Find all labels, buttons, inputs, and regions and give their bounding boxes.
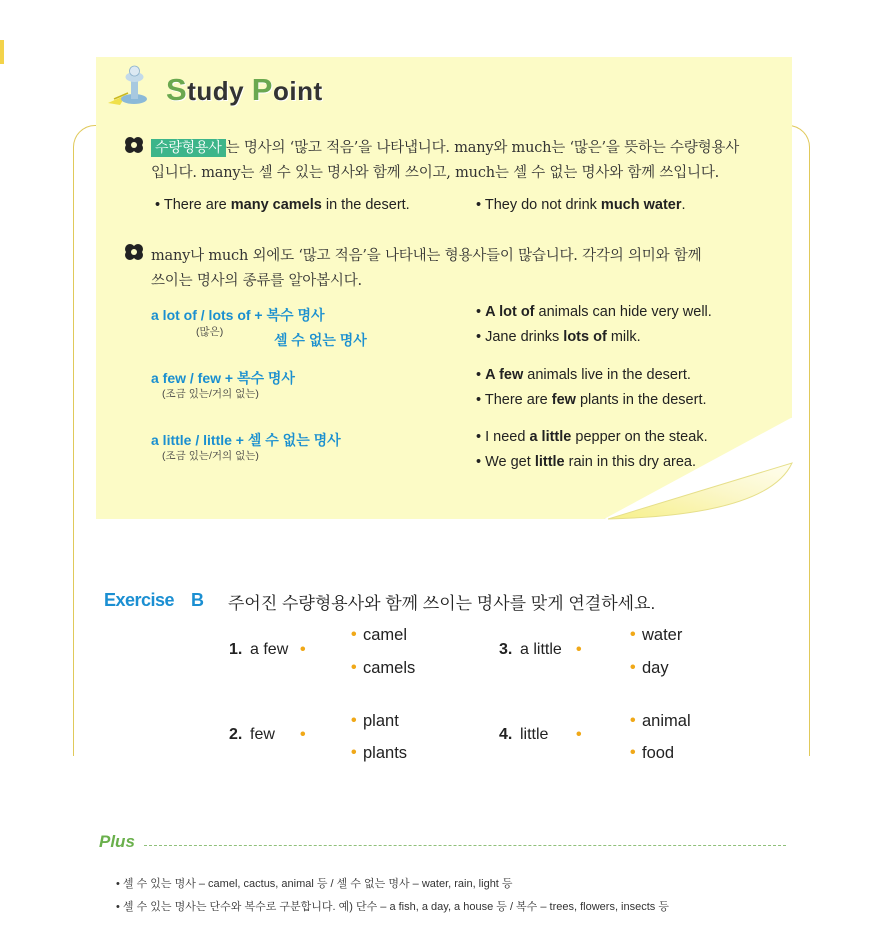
item-4-option-1-dot[interactable]: •	[630, 712, 636, 729]
example-lots-of: • Jane drinks lots of milk.	[476, 329, 641, 345]
item-2-number: 2.	[229, 726, 243, 743]
clover-bullet-icon	[123, 135, 145, 155]
study-point-title: Study Point	[166, 72, 323, 107]
item-3-number: 3.	[499, 641, 513, 658]
section2-line1: many나 much 외에도 ‘많고 적음’을 나타내는 형용사들이 많습니다. 각각의 의미와 함께	[151, 248, 702, 264]
item-3-option-2-dot[interactable]: •	[630, 659, 636, 676]
section1-line2: 입니다. many는 셀 수 있는 명사와 함께 쓰이고, much는 셀 수 없는 명사와 함께 쓰입니다.	[151, 165, 720, 181]
exercise-instruction: 주어진 수량형용사와 함께 쓰이는 명사를 맞게 연결하세요.	[228, 594, 656, 613]
meaning-a-lot-of: (많은)	[196, 326, 224, 338]
pushpin-icon	[106, 65, 154, 109]
item-1-word: a few	[250, 641, 289, 658]
item-3-word: a little	[520, 641, 562, 658]
item-1-option-1-dot[interactable]: •	[351, 626, 357, 643]
meaning-a-little: (조금 있는/거의 없는)	[162, 450, 259, 462]
example-few: • There are few plants in the desert.	[476, 392, 707, 408]
pattern-a-lot-of: a lot of / lots of + 복수 명사	[151, 307, 325, 323]
plus-note-2: • 셀 수 있는 명사는 단수와 복수로 구분합니다. 예) 단수 – a fish, a day, a house 등 / 복수 – trees, flowers, insects 등	[116, 901, 669, 913]
item-2-option-2-dot[interactable]: •	[351, 744, 357, 761]
example-a-little: • I need a little pepper on the steak.	[476, 429, 708, 445]
section1-line1: 수량형용사 는 명사의 ‘많고 적음’을 나타냅니다. many와 much는 ‘많은’을 뜻하는 수량형용사	[151, 136, 739, 157]
item-4-connector-dot[interactable]: •	[576, 726, 582, 743]
item-2-connector-dot[interactable]: •	[300, 726, 306, 743]
plus-label: Plus	[99, 832, 135, 851]
item-1-option-2: camels	[363, 659, 416, 677]
item-3-option-1: water	[642, 626, 683, 644]
item-1-number: 1.	[229, 641, 243, 658]
section2-line2: 쓰이는 명사의 종류를 알아봅시다.	[151, 273, 362, 289]
example-a-lot-of: • A lot of animals can hide very well.	[476, 304, 712, 320]
item-4-option-2-dot[interactable]: •	[630, 744, 636, 761]
item-1-option-2-dot[interactable]: •	[351, 659, 357, 676]
meaning-a-few: (조금 있는/거의 없는)	[162, 388, 259, 400]
highlight-term: 수량형용사	[151, 139, 226, 157]
plus-note-1: • 셀 수 있는 명사 – camel, cactus, animal 등 / 셀 수 없는 명사 – water, rain, light 등	[116, 878, 513, 890]
edge-marker	[0, 40, 4, 64]
item-4-word: little	[520, 726, 549, 743]
item-4-option-2: food	[642, 744, 675, 762]
example-much-water: • They do not drink much water.	[476, 197, 686, 213]
exercise-label: Exercise	[104, 590, 175, 610]
pattern-a-lot-of-uncountable: 셀 수 없는 명사	[274, 332, 367, 348]
item-3-option-2: day	[642, 659, 669, 677]
item-2-word: few	[250, 726, 275, 743]
pattern-a-few: a few / few + 복수 명사	[151, 370, 295, 386]
item-4-option-1: animal	[642, 712, 691, 730]
item-2-option-2: plants	[363, 744, 408, 762]
frame-bracket-left	[73, 125, 96, 756]
item-4-number: 4.	[499, 726, 513, 743]
item-3-option-1-dot[interactable]: •	[630, 626, 636, 643]
clover-bullet-icon	[123, 242, 145, 262]
exercise-letter: B	[191, 590, 204, 610]
item-1-connector-dot[interactable]: •	[300, 641, 306, 658]
item-1-option-1: camel	[363, 626, 408, 644]
pattern-a-little: a little / little + 셀 수 없는 명사	[151, 432, 341, 448]
example-a-few: • A few animals live in the desert.	[476, 367, 691, 383]
plus-divider	[144, 845, 786, 846]
item-3-connector-dot[interactable]: •	[576, 641, 582, 658]
example-many-camels: • There are many camels in the desert.	[155, 197, 410, 213]
item-2-option-1-dot[interactable]: •	[351, 712, 357, 729]
item-2-option-1: plant	[363, 712, 399, 730]
example-little: • We get little rain in this dry area.	[476, 454, 696, 470]
